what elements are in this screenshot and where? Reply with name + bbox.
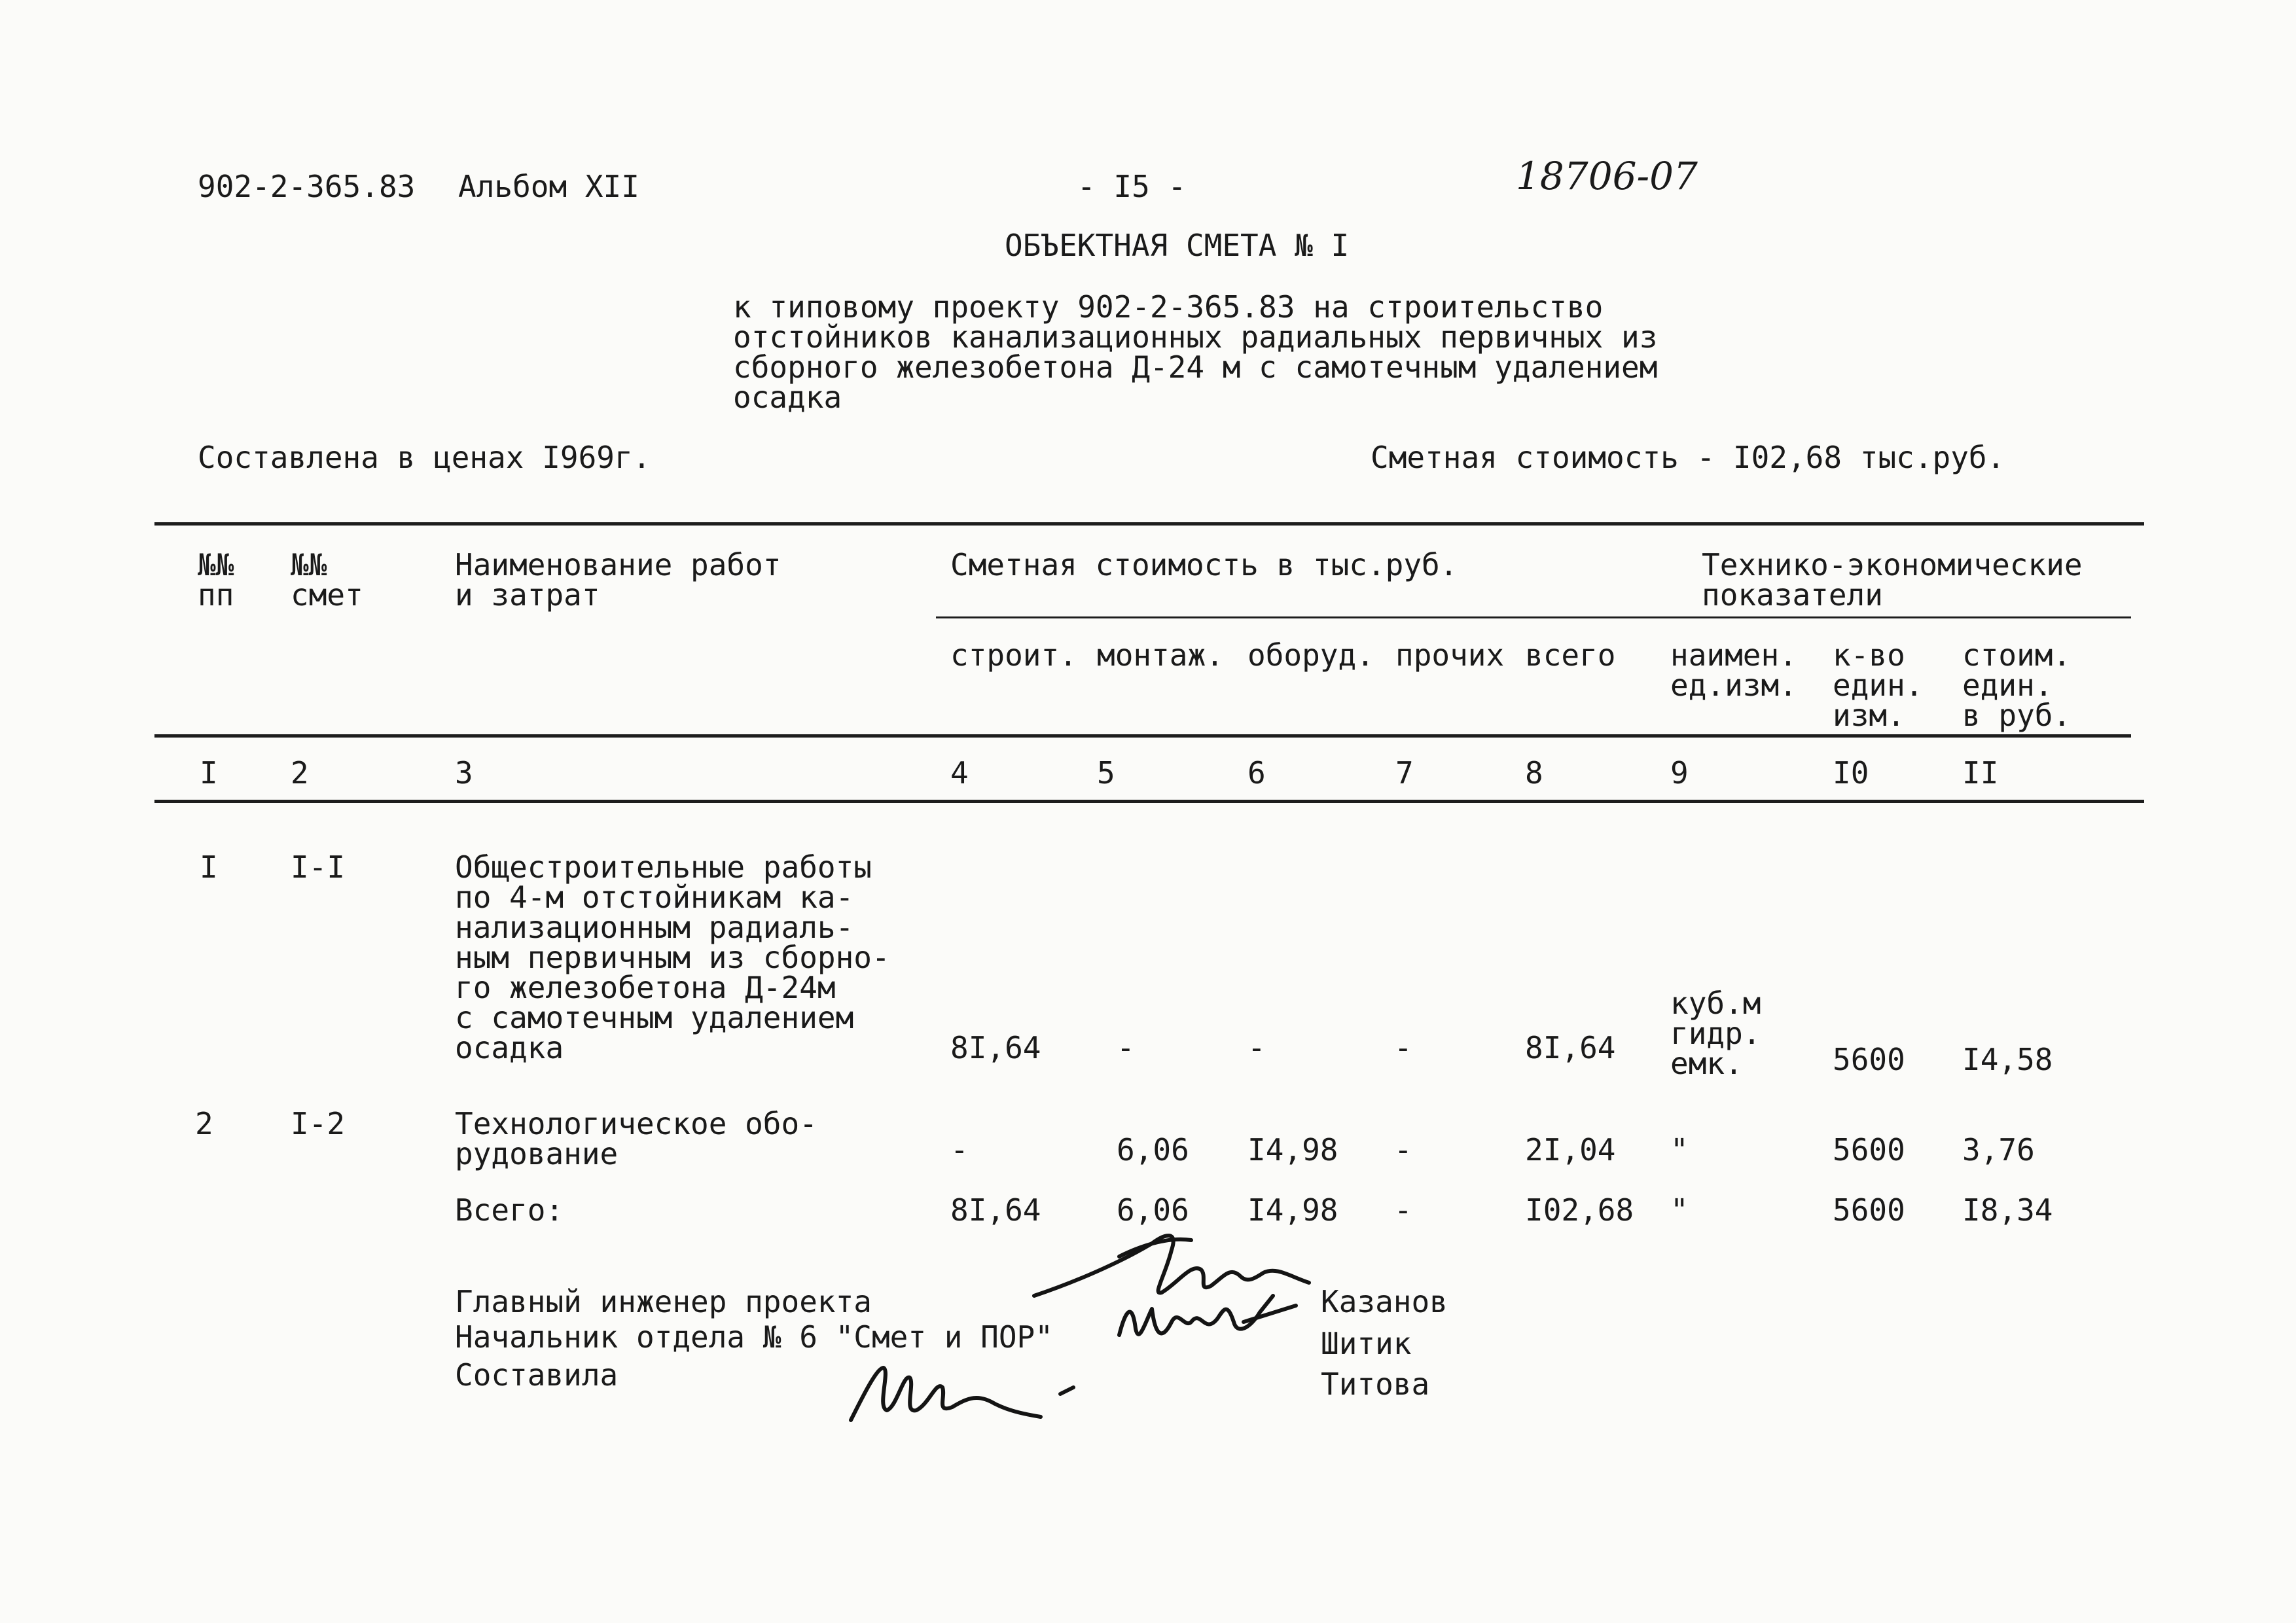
page-title: ОБЪЕКТНАЯ СМЕТА № I (1005, 228, 1350, 263)
column-number: 7 (1395, 755, 1414, 791)
handwritten-number: 18706-07 (1516, 154, 1698, 198)
column-number: 2 (291, 755, 309, 791)
total-label: Всего: (455, 1192, 564, 1228)
prices-note: Составлена в ценах I969г. (198, 440, 651, 475)
row-prochih: - (1394, 1132, 1412, 1168)
estimate-cost: Сметная стоимость - I02,68 тыс.руб. (1371, 440, 2005, 475)
header-prochih: прочих (1395, 637, 1505, 673)
row-name: Общестроительные работы по 4-м отстойникам ка- нализационным радиаль- ным первичным из сборно- го железобетона Д-24м с самотечным удалением осадка (455, 849, 890, 1065)
signature-name-kazanov: Казанов (1321, 1284, 1448, 1319)
page-number: - I5 - (1077, 169, 1187, 204)
total-qty: 5600 (1833, 1192, 1905, 1228)
total-unit-cost: I8,34 (1962, 1192, 2053, 1228)
row-unit-cost: 3,76 (1962, 1132, 2035, 1168)
header-num-pp: №№ пп (198, 547, 234, 613)
row-oborud: - (1247, 1030, 1266, 1065)
signature-role-chief-engineer: Главный инженер проекта (455, 1284, 872, 1319)
subtitle: к типовому проекту 902-2-365.83 на строительство отстойников канализационных радиальных первичных из сборного железобетона Д-24 м с самотечным удалением осадка (733, 289, 1658, 415)
row-num: 2 (195, 1106, 213, 1141)
header-vsego: всего (1525, 637, 1616, 673)
signature-role-compiler: Составила (455, 1357, 619, 1393)
signature-name-shitik: Шитик (1321, 1326, 1412, 1361)
row-unit: " (1670, 1132, 1689, 1168)
header-cost-group: Сметная стоимость в тыс.руб. (950, 547, 1458, 582)
header-tech-group: Технико-экономические показатели (1702, 547, 2083, 613)
header-montazh: монтаж. (1097, 637, 1224, 673)
row-smeta: I-2 (291, 1106, 346, 1141)
row-oborud: I4,98 (1247, 1132, 1338, 1168)
row-montazh: 6,06 (1117, 1132, 1189, 1168)
table-top-rule (154, 522, 2144, 526)
column-number: 6 (1247, 755, 1266, 791)
header-qty: к-во един. изм. (1833, 637, 1924, 733)
signature-scribble-shitik (1113, 1283, 1309, 1361)
column-number: 4 (950, 755, 969, 791)
column-number: 3 (455, 755, 473, 791)
row-vsego: 2I,04 (1525, 1132, 1616, 1168)
row-prochih: - (1394, 1030, 1412, 1065)
column-number: 5 (1097, 755, 1115, 791)
total-prochih: - (1394, 1192, 1412, 1228)
total-oborud: I4,98 (1247, 1192, 1338, 1228)
total-unit: " (1670, 1192, 1689, 1228)
row-stroit: 8I,64 (950, 1030, 1041, 1065)
total-stroit: 8I,64 (950, 1192, 1041, 1228)
signature-role-department-head: Начальник отдела № 6 "Смет и ПОР" (455, 1319, 1053, 1355)
header-stroit: строит. (950, 637, 1077, 673)
row-qty: 5600 (1833, 1132, 1905, 1168)
signature-scribble-titova (838, 1348, 1086, 1433)
header-bottom-rule (154, 734, 2131, 738)
row-montazh: - (1117, 1030, 1135, 1065)
row-qty: 5600 (1833, 1042, 1905, 1077)
column-number: I0 (1833, 755, 1869, 791)
row-vsego: 8I,64 (1525, 1030, 1616, 1065)
total-vsego: I02,68 (1525, 1192, 1634, 1228)
header-unit: наимен. ед.изм. (1670, 637, 1797, 703)
signature-name-titova: Титова (1321, 1366, 1430, 1402)
row-unit: куб.м гидр. емк. (1670, 986, 1761, 1081)
header-unit-cost: стоим. един. в руб. (1962, 637, 2072, 733)
column-number: 8 (1525, 755, 1543, 791)
column-number: II (1962, 755, 1999, 791)
row-num: I (200, 849, 218, 885)
column-numbers-rule (154, 800, 2144, 803)
subheader-rule (936, 616, 2131, 618)
column-number: 9 (1670, 755, 1689, 791)
header-oborud: оборуд. (1247, 637, 1374, 673)
total-montazh: 6,06 (1117, 1192, 1189, 1228)
doc-code: 902-2-365.83 (198, 169, 416, 204)
album-label: Альбом XII (458, 169, 639, 204)
row-unit-cost: I4,58 (1962, 1042, 2053, 1077)
row-smeta: I-I (291, 849, 346, 885)
header-name: Наименование работ и затрат (455, 547, 781, 613)
column-number: I (200, 755, 218, 791)
row-stroit: - (950, 1132, 969, 1168)
header-num-smet: №№ смет (291, 547, 363, 613)
row-name: Технологическое обо- рудование (455, 1106, 817, 1171)
